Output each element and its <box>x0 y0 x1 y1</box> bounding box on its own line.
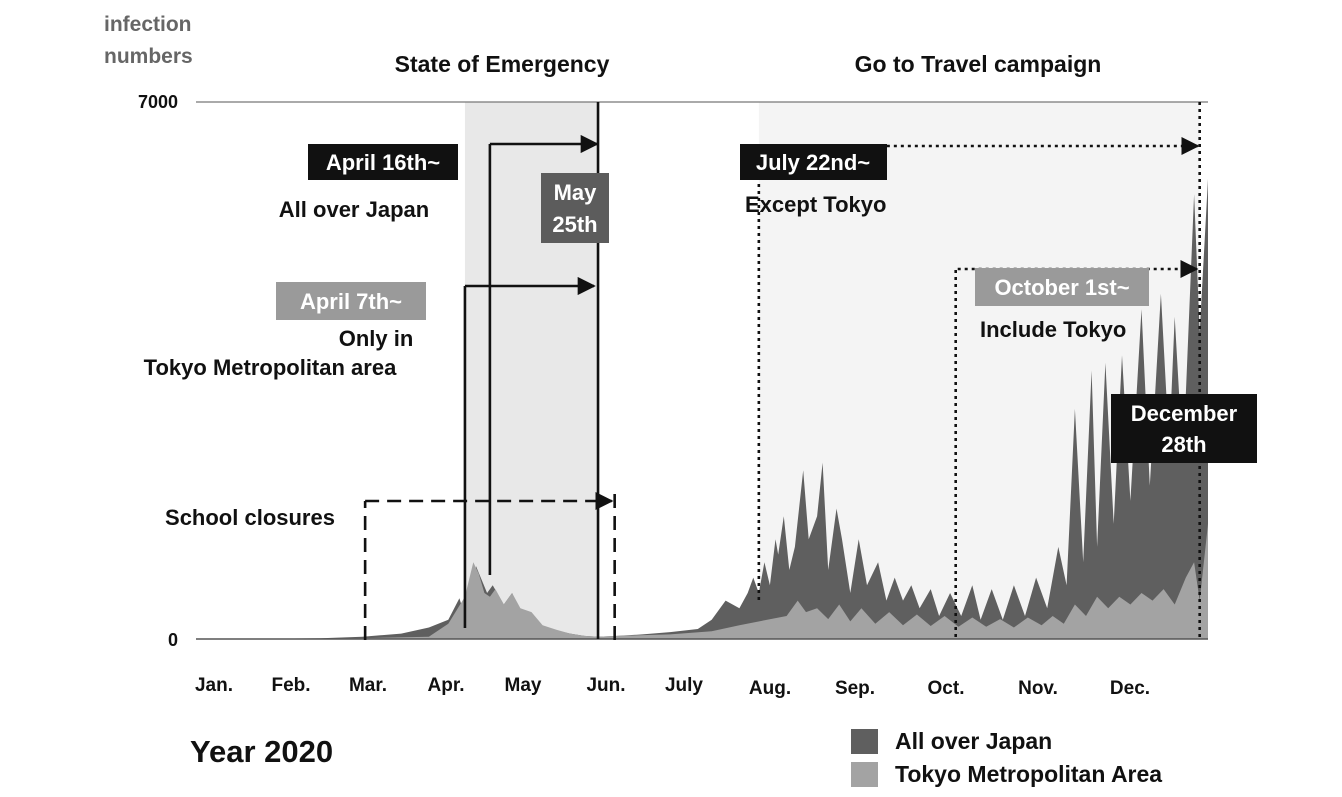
tokyo-metropolitan-area-note: Tokyo Metropolitan area <box>143 355 397 380</box>
28th-label: 28th <box>1161 432 1207 457</box>
month-label-9: Sep. <box>834 678 876 699</box>
x-axis-title: Year 2020 <box>190 734 334 769</box>
month-label-5: May <box>504 675 542 696</box>
legend-swatch-all-over-japan <box>851 729 878 754</box>
y-axis-title-line1: infection <box>104 13 192 36</box>
y-tick-label-zero: 0 <box>167 630 178 650</box>
25th-label: 25th <box>552 212 598 237</box>
legend <box>851 728 1162 787</box>
state-of-emergency-title: State of Emergency <box>394 51 610 77</box>
july-22nd-label: July 22nd~ <box>755 150 871 175</box>
may-label: May <box>553 180 597 205</box>
december-label: December <box>1130 401 1238 426</box>
only-in-note: Only in <box>338 326 414 351</box>
except-tokyo-note: Except Tokyo <box>745 192 887 217</box>
october-1st-label: October 1st~ <box>994 275 1130 300</box>
april-16th-label: April 16th~ <box>325 150 441 175</box>
legend-label-all-over-japan: All over Japan <box>895 728 1053 754</box>
month-label-7: July <box>664 675 704 696</box>
x-axis-month-labels <box>195 675 1150 699</box>
go-to-travel-title: Go to Travel campaign <box>854 51 1102 77</box>
april-7th-label: April 7th~ <box>299 289 403 314</box>
month-label-4: Apr. <box>427 675 465 696</box>
month-label-11: Nov. <box>1018 678 1058 699</box>
school-closures-label: School closures <box>165 505 335 530</box>
legend-swatch-tokyo-metropolitan-area <box>851 762 878 787</box>
include-tokyo-note: Include Tokyo <box>980 317 1127 342</box>
month-label-2: Feb. <box>271 675 311 696</box>
month-label-3: Mar. <box>348 675 388 696</box>
month-label-8: Aug. <box>748 678 792 699</box>
month-label-12: Dec. <box>1109 678 1151 699</box>
y-axis-title-line2: numbers <box>104 45 193 68</box>
month-label-10: Oct. <box>927 678 965 699</box>
legend-label-tokyo-metropolitan-area: Tokyo Metropolitan Area <box>895 761 1163 787</box>
month-label-1: Jan. <box>194 675 234 696</box>
y-tick-label-max: 7000 <box>137 92 178 112</box>
month-label-6: Jun. <box>586 675 626 696</box>
all-over-japan-note: All over Japan <box>278 197 430 222</box>
